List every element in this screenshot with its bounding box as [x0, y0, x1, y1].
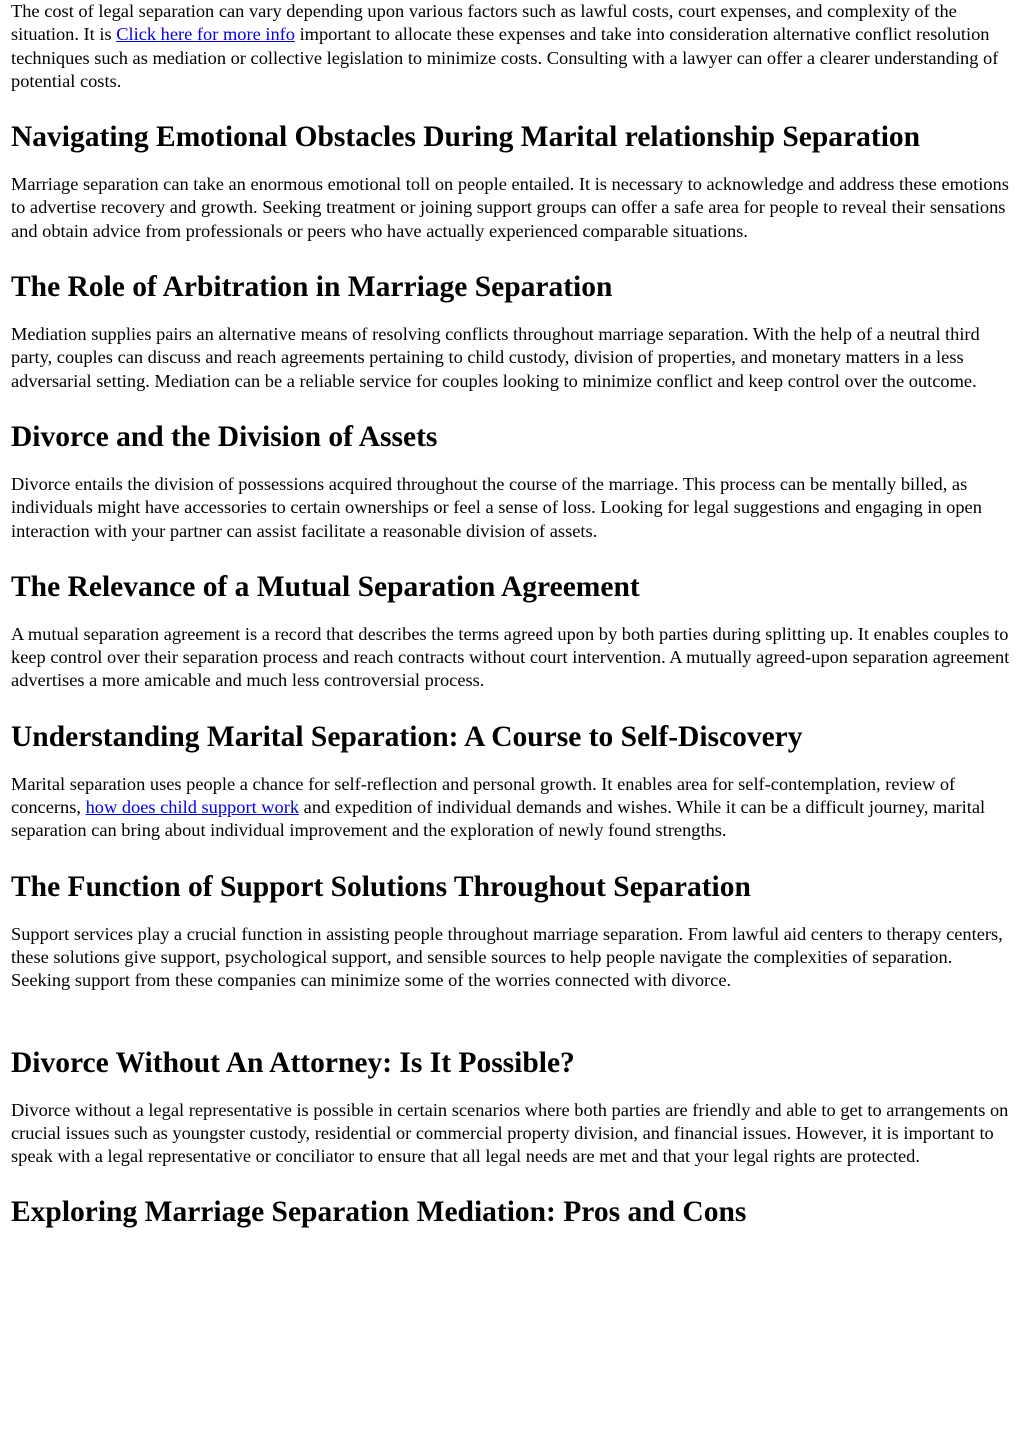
- paragraph-support-solutions: Support services play a crucial function in assisting people throughout marriage separation. From lawful aid centers to therapy centers, these solutions give support, psychological support, and sensible sources to help people navigate the complexities of separation. Seeking support from these companies can minimize some of the worries connected with divorce.: [11, 923, 1003, 991]
- paragraph-text: and expedition of individual demands and wishes. While it can be a difficult journey, marital separation can bring about individual improvement and the exploration of newly found strengths.: [11, 797, 986, 841]
- child-support-link[interactable]: how does child support work: [85, 797, 300, 818]
- heading-mediation-pros-cons: Exploring Marriage Separation Mediation: Pros and Cons: [11, 1196, 747, 1229]
- heading-emotional-obstacles: Navigating Emotional Obstacles During Marital relationship Separation: [11, 121, 921, 154]
- heading-self-discovery: Understanding Marital Separation: A Course to Self-Discovery: [11, 720, 803, 753]
- paragraph-legal-separation-cost: [11, 0, 1012, 93]
- paragraph-emotional-obstacles: Marriage separation can take an enormous emotional toll on people entailed. It is necessary to acknowledge and address these emotions to advertise recovery and growth. Seeking treatment or joining support groups can offer a safe area for people to reveal their sensations and obtain advice from professionals or peers who have actually experienced comparable situations.: [11, 174, 1009, 241]
- paragraph-mutual-separation-agreement: A mutual separation agreement is a record that describes the terms agreed upon by both parties during splitting up. It enables couples to keep control over their separation process and reach contracts without court intervention. A mutually agreed-upon separation agreement advertises a more amicable and much less controversial process.: [11, 623, 1010, 691]
- paragraph-self-discovery: [11, 773, 1012, 843]
- heading-divorce-without-attorney: Divorce Without An Attorney: Is It Possible?: [11, 1046, 575, 1079]
- heading-support-solutions: The Function of Support Solutions Throughout Separation: [11, 870, 751, 903]
- paragraph-divorce-without-attorney: Divorce without a legal representative is possible in certain scenarios where both parties are friendly and able to get to arrangements on crucial issues such as youngster custody, residential or commercial property division, and financial issues. However, it is important to speak with a legal representative or conciliator to ensure that all legal needs are met and that your legal rights are protected.: [11, 1099, 1009, 1167]
- heading-division-of-assets: Divorce and the Division of Assets: [11, 420, 438, 453]
- paragraph-text: Marital separation uses people a chance for self-reflection and personal growth. It enables area for self-contemplation, review of concerns,: [11, 773, 956, 818]
- paragraph-division-of-assets: Divorce entails the division of possessions acquired throughout the course of the marriage. This process can be mentally billed, as individuals might have accessories to certain ownerships or feel a sense of loss. Looking for legal suggestions and engaging in open interaction with your partner can assist facilitate a reasonable division of assets.: [11, 473, 982, 541]
- paragraph-text: The cost of legal separation can vary depending upon various factors such as lawful costs, court expenses, and complexity of the situation. It is: [11, 1, 957, 45]
- paragraph-text: important to allocate these expenses and take into consideration alternative conflict resolution techniques such as mediation or collective legislation to minimize costs. Consulting with a lawyer can offer a clearer understanding of potential costs.: [11, 24, 999, 91]
- heading-arbitration: The Role of Arbitration in Marriage Separation: [11, 271, 613, 304]
- click-here-link[interactable]: Click here for more info: [116, 24, 295, 45]
- paragraph-arbitration: Mediation supplies pairs an alternative means of resolving conflicts throughout marriage separation. With the help of a neutral third party, couples can discuss and reach agreements pertaining to child custody, division of properties, and monetary matters in a less adversarial setting. Mediation can be a reliable service for couples looking to minimize conflict and keep control over the outcome.: [11, 324, 980, 391]
- heading-mutual-separation-agreement: The Relevance of a Mutual Separation Agreement: [11, 570, 640, 603]
